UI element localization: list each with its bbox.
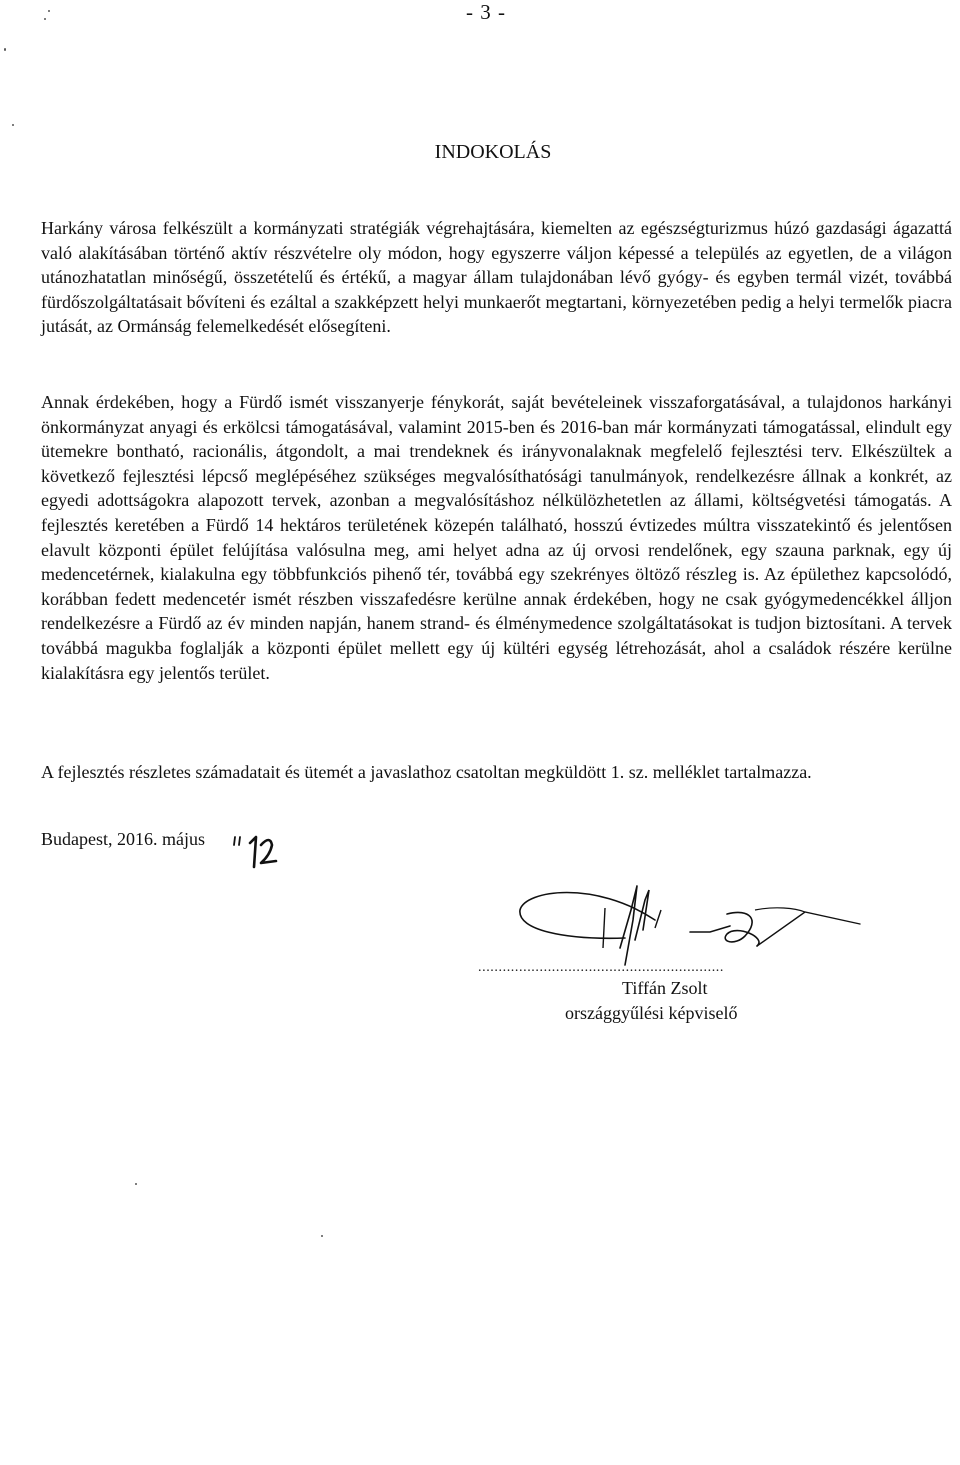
signature-dotted-line: ............................................................	[478, 960, 724, 975]
scan-speck	[321, 1235, 323, 1237]
scan-speck	[48, 10, 50, 12]
page-number: - 3 -	[466, 0, 506, 24]
scan-speck	[4, 48, 6, 51]
handwritten-day-number	[230, 831, 290, 871]
paragraph-intro: Harkány városa felkészült a kormányzati stratégiák végrehajtására, kiemelten az egészségturizmus húzó gazdasági ágazattá való alakításában történő aktív részvételre oly módon, hogy egyszerre váljon képessé a település az egyetlen, de a világon utánozhatatlan minőségű, összetételű és értékű, a magyar állam tulajdonában lévő gyógy- és egyben termál vizét, továbbá fürdőszolgáltatásait bővíteni és ezáltal a szakképzett helyi munkaerőt megtartani, környezetében pedig a helyi termelők piacra jutását, az Ormánság felemelkedését elősegíteni.	[41, 218, 952, 337]
signer-role: országgyűlési képviselő	[565, 1003, 738, 1023]
paragraph-attachment: A fejlesztés részletes számadatait és ütemét a javaslathoz csatoltan megküldött 1. sz. melléklet tartalmazza.	[41, 762, 812, 782]
date-line: Budapest, 2016. május	[41, 829, 205, 849]
scan-speck	[12, 124, 14, 126]
paragraph-development: Annak érdekében, hogy a Fürdő ismét visszanyerje fénykorát, saját bevételeinek visszaforgatásával, a tulajdonos harkányi önkormányzat anyagi és erkölcsi támogatásával, valamint 2015-ben és 2016-ban már kormányzati támogatással, elindult egy ütemekre bontható, racionális, átgondolt, a mai trendeknek és irányvonalaknak megfelelő fejlesztési terv. Elkészültek a következő fejlesztési lépcső meglépéséhez szükséges megvalósíthatósági tanulmányok, rendelkezésre állnak a konkrét, az egyedi adottságokra alapozott tervek, azonban a megvalósításhoz nélkülözhetetlen az állami, költségvetési támogatás. A fejlesztés keretében a Fürdő 14 hektáros területének közepén található, hosszú évtizedes múltra visszatekintő és jelentősen elavult központi épület felújítása valósulna meg, ami helyet adna az új orvosi rendelőnek, egy szauna parknak, egy új medencetérnek, kialakulna egy többfunkciós pihenő tér, továbbá egy szekrényes öltöző részleg is. Az épülethez kapcsolódó, korábban fedett medencetér ismét részben visszafedésre kerülne annak érdekében, hogy ne csak gyógymedencékkel álljon rendelkezésre a Fürdő az év minden napján, hanem strand- és élménymedence szolgáltatásokat is tudjon biztosítani. A tervek továbbá magukba foglalják a központi épület mellett egy új kültéri egység létrehozását, ahol a családok részére kerülne kialakításra egy jelentős terület.	[41, 392, 952, 683]
document-title: INDOKOLÁS	[434, 141, 552, 163]
scan-speck	[44, 18, 46, 20]
signer-name: Tiffán Zsolt	[622, 978, 708, 998]
scan-speck	[135, 1183, 137, 1185]
